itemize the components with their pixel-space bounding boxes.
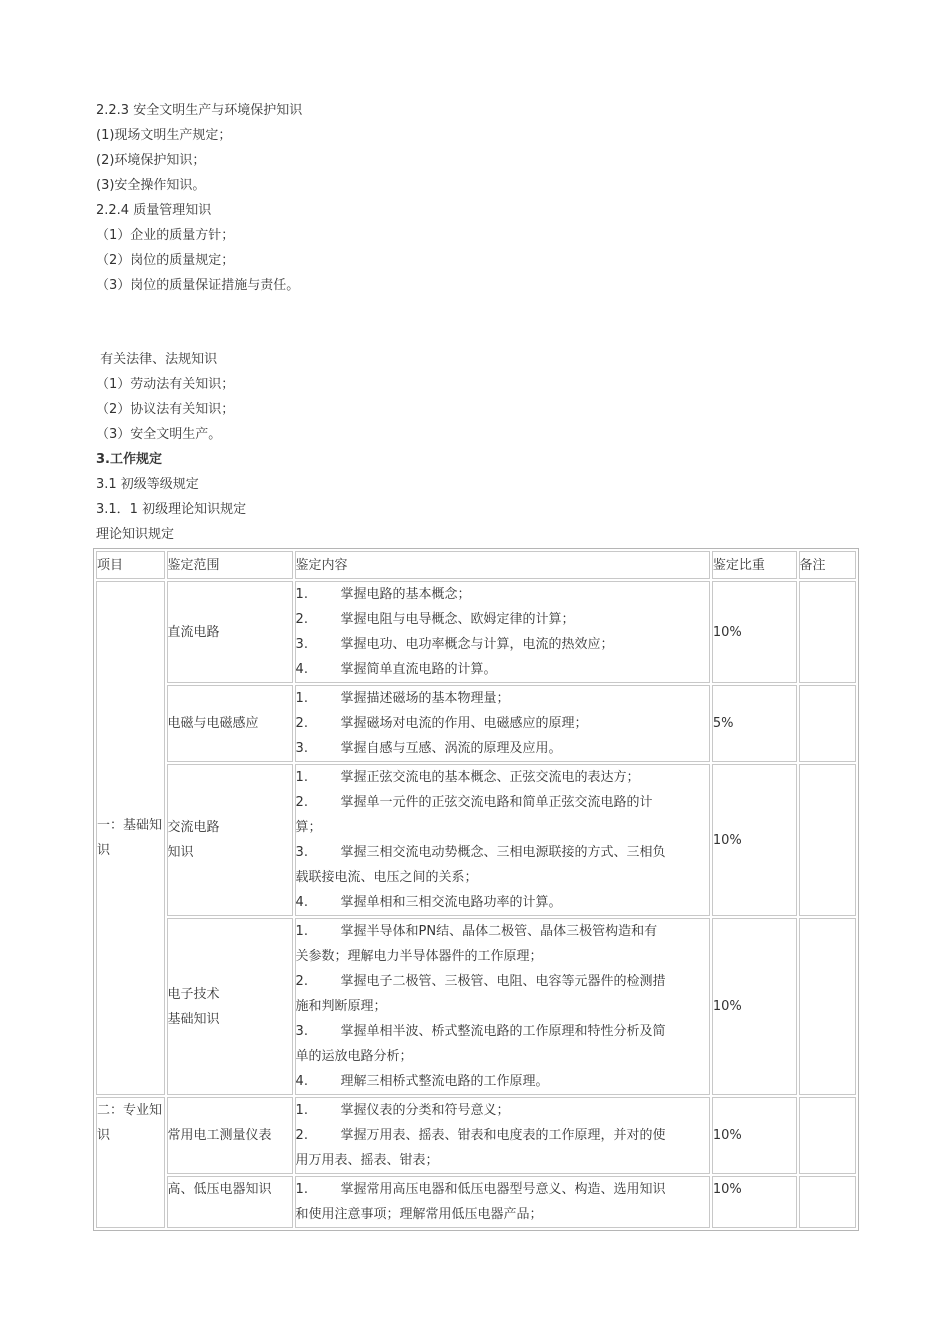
list-item: 4. 理解三相桥式整流电路的工作原理。 <box>295 1074 549 1089</box>
content-cell <box>295 685 710 762</box>
list-item-continuation: 用万用表、摇表、钳表； <box>295 1153 439 1168</box>
list-item-continuation: 关参数；理解电力半导体器件的工作原理； <box>295 949 543 964</box>
table-row <box>96 764 856 916</box>
range-cell: 高、低压电器知识 <box>167 1176 293 1228</box>
weight-cell: 10% <box>712 764 797 916</box>
content-cell <box>295 581 710 683</box>
text-line: （1）企业的质量方针； <box>96 228 235 243</box>
list-item-continuation: 载联接电流、电压之间的关系； <box>295 870 478 885</box>
remark-cell <box>799 918 856 1095</box>
list-item: 1. 掌握正弦交流电的基本概念、正弦交流电的表达方； <box>295 770 640 785</box>
text-line: （3）岗位的质量保证措施与责任。 <box>96 278 300 293</box>
content-cell <box>295 1176 710 1228</box>
range-cell: 常用电工测量仪表 <box>167 1097 293 1174</box>
content-cell <box>295 1097 710 1174</box>
range-cell: 电磁与电磁感应 <box>167 685 293 762</box>
list-item-continuation: 施和判断原理； <box>295 999 387 1014</box>
header-cell: 项目 <box>96 551 165 579</box>
header-cell: 鉴定比重 <box>712 551 797 579</box>
content-cell <box>295 918 710 1095</box>
remark-cell <box>799 1097 856 1174</box>
remark-cell <box>799 581 856 683</box>
weight-cell: 5% <box>712 685 797 762</box>
weight-cell: 10% <box>712 581 797 683</box>
text-line: （3）安全文明生产。 <box>96 427 222 442</box>
list-item: 2. 掌握电阻与电导概念、欧姆定律的计算； <box>295 612 575 627</box>
list-item: 3. 掌握单相半波、桥式整流电路的工作原理和特性分析及简 <box>295 1024 666 1039</box>
weight-cell: 10% <box>712 1176 797 1228</box>
table-row <box>96 685 856 762</box>
law-heading: 有关法律、法规知识 <box>96 352 218 367</box>
section-title: 3.工作规定 <box>96 452 162 467</box>
text-line: (2)环境保护知识； <box>96 153 206 168</box>
list-item-continuation: 和使用注意事项；理解常用低压电器产品； <box>295 1207 543 1222</box>
list-item: 4. 掌握简单直流电路的计算。 <box>295 662 497 677</box>
list-item: 1. 掌握仪表的分类和符号意义； <box>295 1103 510 1118</box>
header-cell: 备注 <box>799 551 856 579</box>
heading-2-2-4: 2.2.4 质量管理知识 <box>96 203 212 218</box>
theory-knowledge-table <box>93 548 859 1231</box>
list-item-continuation: 单的运放电路分析； <box>295 1049 413 1064</box>
range-cell: 电子技术 基础知识 <box>167 918 293 1095</box>
list-item: 1. 掌握常用高压电器和低压电器型号意义、构造、选用知识 <box>295 1182 666 1197</box>
group-cell: 一：基础知识 <box>96 581 165 1095</box>
list-item: 4. 掌握单相和三相交流电路功率的计算。 <box>295 895 562 910</box>
content-cell <box>295 764 710 916</box>
list-item-continuation: 算； <box>295 820 322 835</box>
list-item: 2. 掌握万用表、摇表、钳表和电度表的工作原理，并对的使 <box>295 1128 666 1143</box>
heading-2-2-3: 2.2.3 安全文明生产与环境保护知识 <box>96 103 303 118</box>
text-line: (3)安全操作知识。 <box>96 178 206 193</box>
subsection-title: 3.1．1 初级理论知识规定 <box>96 502 247 517</box>
list-item: 1. 掌握描述磁场的基本物理量； <box>295 691 510 706</box>
list-item: 1. 掌握电路的基本概念； <box>295 587 471 602</box>
range-cell: 直流电路 <box>167 581 293 683</box>
table-caption: 理论知识规定 <box>96 527 175 542</box>
group-cell: 二：专业知识 <box>96 1097 165 1228</box>
subsection-title: 3.1 初级等级规定 <box>96 477 199 492</box>
text-line: （1）劳动法有关知识； <box>96 377 235 392</box>
table-row <box>96 1097 856 1174</box>
list-item: 2. 掌握单一元件的正弦交流电路和简单正弦交流电路的计 <box>295 795 653 810</box>
table-row <box>96 918 856 1095</box>
header-cell: 鉴定内容 <box>295 551 710 579</box>
table-row <box>96 1176 856 1228</box>
text-line: （2）协议法有关知识； <box>96 402 235 417</box>
range-cell: 交流电路 知识 <box>167 764 293 916</box>
text-line: (1)现场文明生产规定； <box>96 128 232 143</box>
table-row <box>96 581 856 683</box>
remark-cell <box>799 1176 856 1228</box>
text-line: （2）岗位的质量规定； <box>96 253 235 268</box>
remark-cell <box>799 764 856 916</box>
list-item: 2. 掌握磁场对电流的作用、电磁感应的原理； <box>295 716 588 731</box>
list-item: 3. 掌握自感与互感、涡流的原理及应用。 <box>295 741 562 756</box>
list-item: 3. 掌握三相交流电动势概念、三相电源联接的方式、三相负 <box>295 845 666 860</box>
remark-cell <box>799 685 856 762</box>
list-item: 1. 掌握半导体和PN结、晶体二极管、晶体三极管构造和有 <box>295 924 658 939</box>
weight-cell: 10% <box>712 1097 797 1174</box>
list-item: 2. 掌握电子二极管、三极管、电阻、电容等元器件的检测措 <box>295 974 666 989</box>
header-cell: 鉴定范围 <box>167 551 293 579</box>
weight-cell: 10% <box>712 918 797 1095</box>
list-item: 3. 掌握电功、电功率概念与计算，电流的热效应； <box>295 637 614 652</box>
table-header-row <box>96 551 856 579</box>
